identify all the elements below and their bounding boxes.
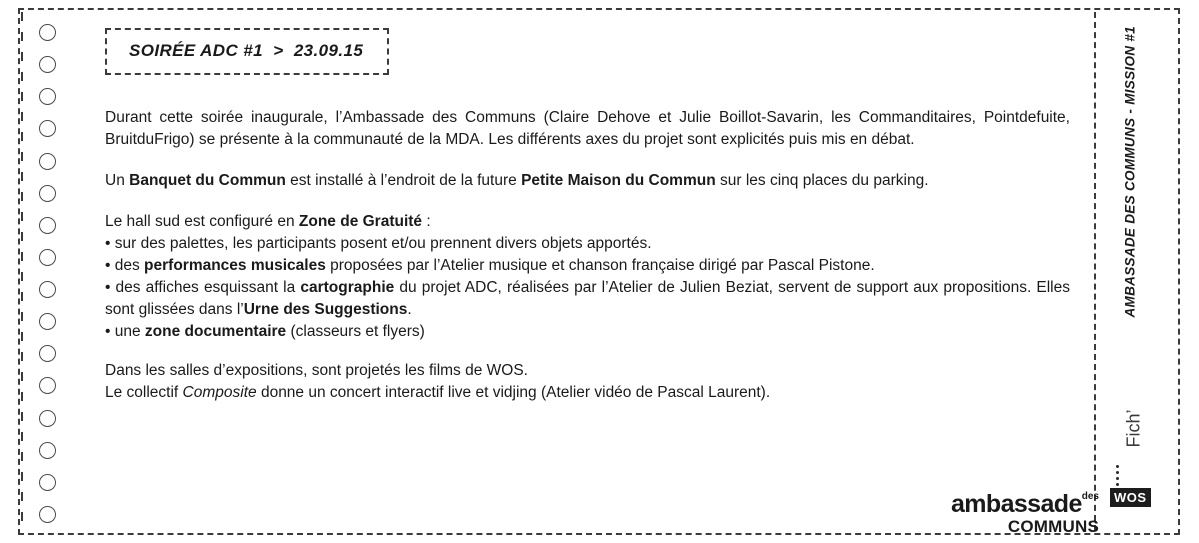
bullet-palettes: • sur des palettes, les participants posent et/ou prennent divers objets apportés. [105,235,652,252]
dot [1116,477,1119,480]
punch-hole [39,88,56,105]
paragraph-banquet [105,170,1070,192]
punch-hole [39,474,56,491]
term-composite: Composite [182,384,257,401]
text-run: proposées par l’Atelier musique et chanson française dirigé par Pascal Pistone. [325,257,875,274]
dot [1116,483,1119,486]
logo-line-1-superscript: des [1081,491,1099,502]
logo-line-2: COMMUNS [1007,517,1099,536]
ambassade-des-communs-logo [951,492,1099,535]
punch-hole [39,377,56,394]
punch-hole [39,410,56,427]
event-title-box [105,28,389,75]
punch-hole [39,217,56,234]
text-run: donne un concert interactif live et vidjing (Atelier vidéo de Pascal Laurent). [256,384,771,401]
punch-hole [39,56,56,73]
punch-hole [39,313,56,330]
punch-hole-strip [27,10,67,533]
punch-hole [39,24,56,41]
text-run: Le collectif [105,384,183,401]
bullet-performances [105,255,1070,277]
text-run: • des [105,257,145,274]
logo-line-1-text: ambassade [950,490,1082,518]
punch-hole [39,506,56,523]
spacer [105,343,1070,360]
bullet-zone-documentaire [105,321,1070,343]
term-cartographie: cartographie [300,279,395,296]
bullet-affiches [105,277,1070,321]
punch-hole [39,345,56,362]
text-run: Le hall sud est configuré en [105,213,299,230]
punch-hole [39,153,56,170]
document-body [105,28,1070,404]
term-performances-musicales: performances musicales [144,257,326,274]
punch-hole [39,120,56,137]
text-run: (classeurs et flyers) [286,323,425,340]
paragraph-intro-text: Durant cette soirée inaugurale, l’Ambassade des Communs (Claire Dehove et Julie Boillot-Savarin, les Commanditaires, Pointdefuite, BruitduFrigo) se présente à la communauté de la MDA. Les différents axes du projet sont explicités puis mis en débat. [105,109,1070,148]
text-run: : [422,213,431,230]
paragraph-intro [105,107,1070,151]
text-run: . [407,301,412,318]
punch-hole [39,185,56,202]
sidebar-dot-decoration [1116,465,1119,486]
term-zone-de-gratuite: Zone de Gratuité [298,213,423,230]
dot [1116,465,1119,468]
punch-hole [39,249,56,266]
event-title: SOIRÉE ADC #1 > 23.09.15 [129,41,364,60]
sidebar-fiche-label: Fich’ [1123,409,1144,448]
sidebar-vertical-title: AMBASSADE DES COMMUNS - MISSION #1 [1122,26,1138,318]
punch-hole [39,442,56,459]
wos-badge: WOS [1110,488,1151,507]
paragraph-composite [105,382,1070,404]
text-run: • une [105,323,145,340]
binding-tick-column [20,12,24,531]
text-run: du projet ADC, réalisées par l’Atelier de Julien Beziat, servent de support aux propositions. Elles sont glissées dans l’ [105,279,1070,318]
text-run: sur les cinq places du parking. [715,172,929,189]
term-petite-maison-du-commun: Petite Maison du Commun [521,172,716,189]
paragraph-zone-gratuite [105,211,1070,233]
right-sidebar [1086,10,1156,533]
text-run: est installé à l’endroit de la future [285,172,522,189]
text-run: Un [105,172,130,189]
term-zone-documentaire: zone documentaire [144,323,287,340]
term-banquet-du-commun: Banquet du Commun [129,172,286,189]
punch-hole [39,281,56,298]
logo-line-1 [951,492,1099,517]
sidebar-divider [1094,12,1096,531]
dot [1116,471,1119,474]
paragraph-films-wos: Dans les salles d’expositions, sont projetés les films de WOS. [105,362,528,379]
term-urne-des-suggestions: Urne des Suggestions [243,301,408,318]
text-run: • des affiches esquissant la [105,279,301,296]
